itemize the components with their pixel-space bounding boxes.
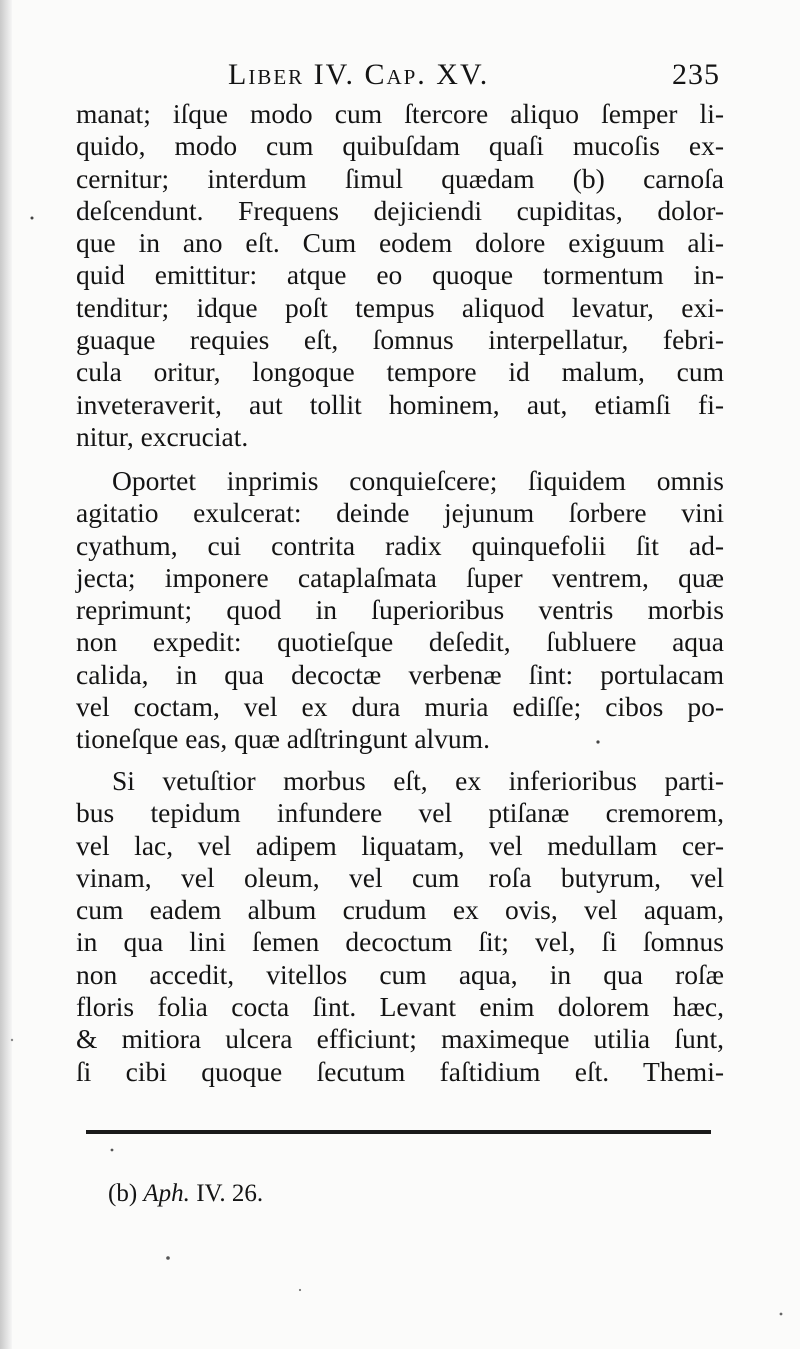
page-number: 235 (672, 58, 720, 91)
text-line: inveteraverit, aut tollit hominem, aut, etiamſi fi- (76, 388, 724, 420)
text-line: Oportet inprimis conquieſcere; ſiquidem omnis (112, 465, 724, 496)
text-line: Si vetuſtior morbus eſt, ex inferioribus parti- (112, 765, 724, 796)
text-line: quido, modo cum quibuſdam quaſi mucoſis ex- (76, 130, 724, 162)
footnote-marker: (b) (108, 1180, 138, 1207)
chapter-heading: Liber IV. Cap. XV. (228, 58, 490, 91)
text-line: tioneſque eas, quæ adſtringunt alvum. (76, 723, 490, 755)
text-line: in qua lini ſemen decoctum ſit; vel, ſi ſomnus (76, 926, 724, 958)
text-line: cum eadem album crudum ex ovis, vel aquam, (76, 894, 724, 926)
footnote-reference: Aph. (143, 1180, 190, 1207)
text-line: non expedit: quotieſque deſedit, ſubluere aqua (76, 626, 724, 658)
text-line: vel lac, vel adipem liquatam, vel medullam cer- (76, 829, 724, 861)
text-line: guaque requies eſt, ſomnus interpellatur, febri- (76, 324, 724, 356)
text-line: & mitiora ulcera efficiunt; maximeque utilia ſunt, (76, 1023, 724, 1055)
text-line: cula oritur, longoque tempore id malum, cum (76, 356, 724, 388)
text-line: calida, in qua decoctæ verbenæ ſint: portulacam (76, 658, 724, 690)
text-line: agitatio exulcerat: deinde jejunum ſorbere vini (76, 497, 724, 529)
text-line: cernitur; interdum ſimul quædam (b) carnoſa (76, 162, 724, 194)
text-line: que in ano eſt. Cum eodem dolore exiguum ali- (76, 227, 724, 259)
text-line: jecta; imponere cataplaſmata ſuper ventrem, quæ (76, 561, 724, 593)
text-line: reprimunt; quod in ſuperioribus ventris morbis (76, 594, 724, 626)
text-line: floris folia cocta ſint. Levant enim dolorem hæc, (76, 991, 724, 1023)
text-line: bus tepidum infundere vel ptiſanæ cremorem, (76, 797, 724, 829)
text-line: vinam, vel oleum, vel cum roſa butyrum, vel (76, 861, 724, 893)
text-line: manat; iſque modo cum ſtercore aliquo ſemper li- (76, 98, 724, 129)
footnote-location: IV. 26. (196, 1180, 264, 1207)
text-line: nitur, excruciat. (76, 420, 249, 452)
text-line: tenditur; idque poſt tempus aliquod levatur, exi- (76, 291, 724, 323)
text-line: deſcendunt. Frequens dejiciendi cupiditas, dolor- (76, 194, 724, 226)
text-line: non accedit, vitellos cum aqua, in qua roſæ (76, 958, 724, 990)
text-line: cyathum, cui contrita radix quinquefolii ſit ad- (76, 529, 724, 561)
text-line: vel coctam, vel ex dura muria ediſſe; cibos po- (76, 691, 724, 723)
text-line: ſi cibi quoque ſecutum faſtidium eſt. Themi- (76, 1055, 724, 1087)
text-line: quid emittitur: atque eo quoque tormentum in- (76, 259, 724, 291)
